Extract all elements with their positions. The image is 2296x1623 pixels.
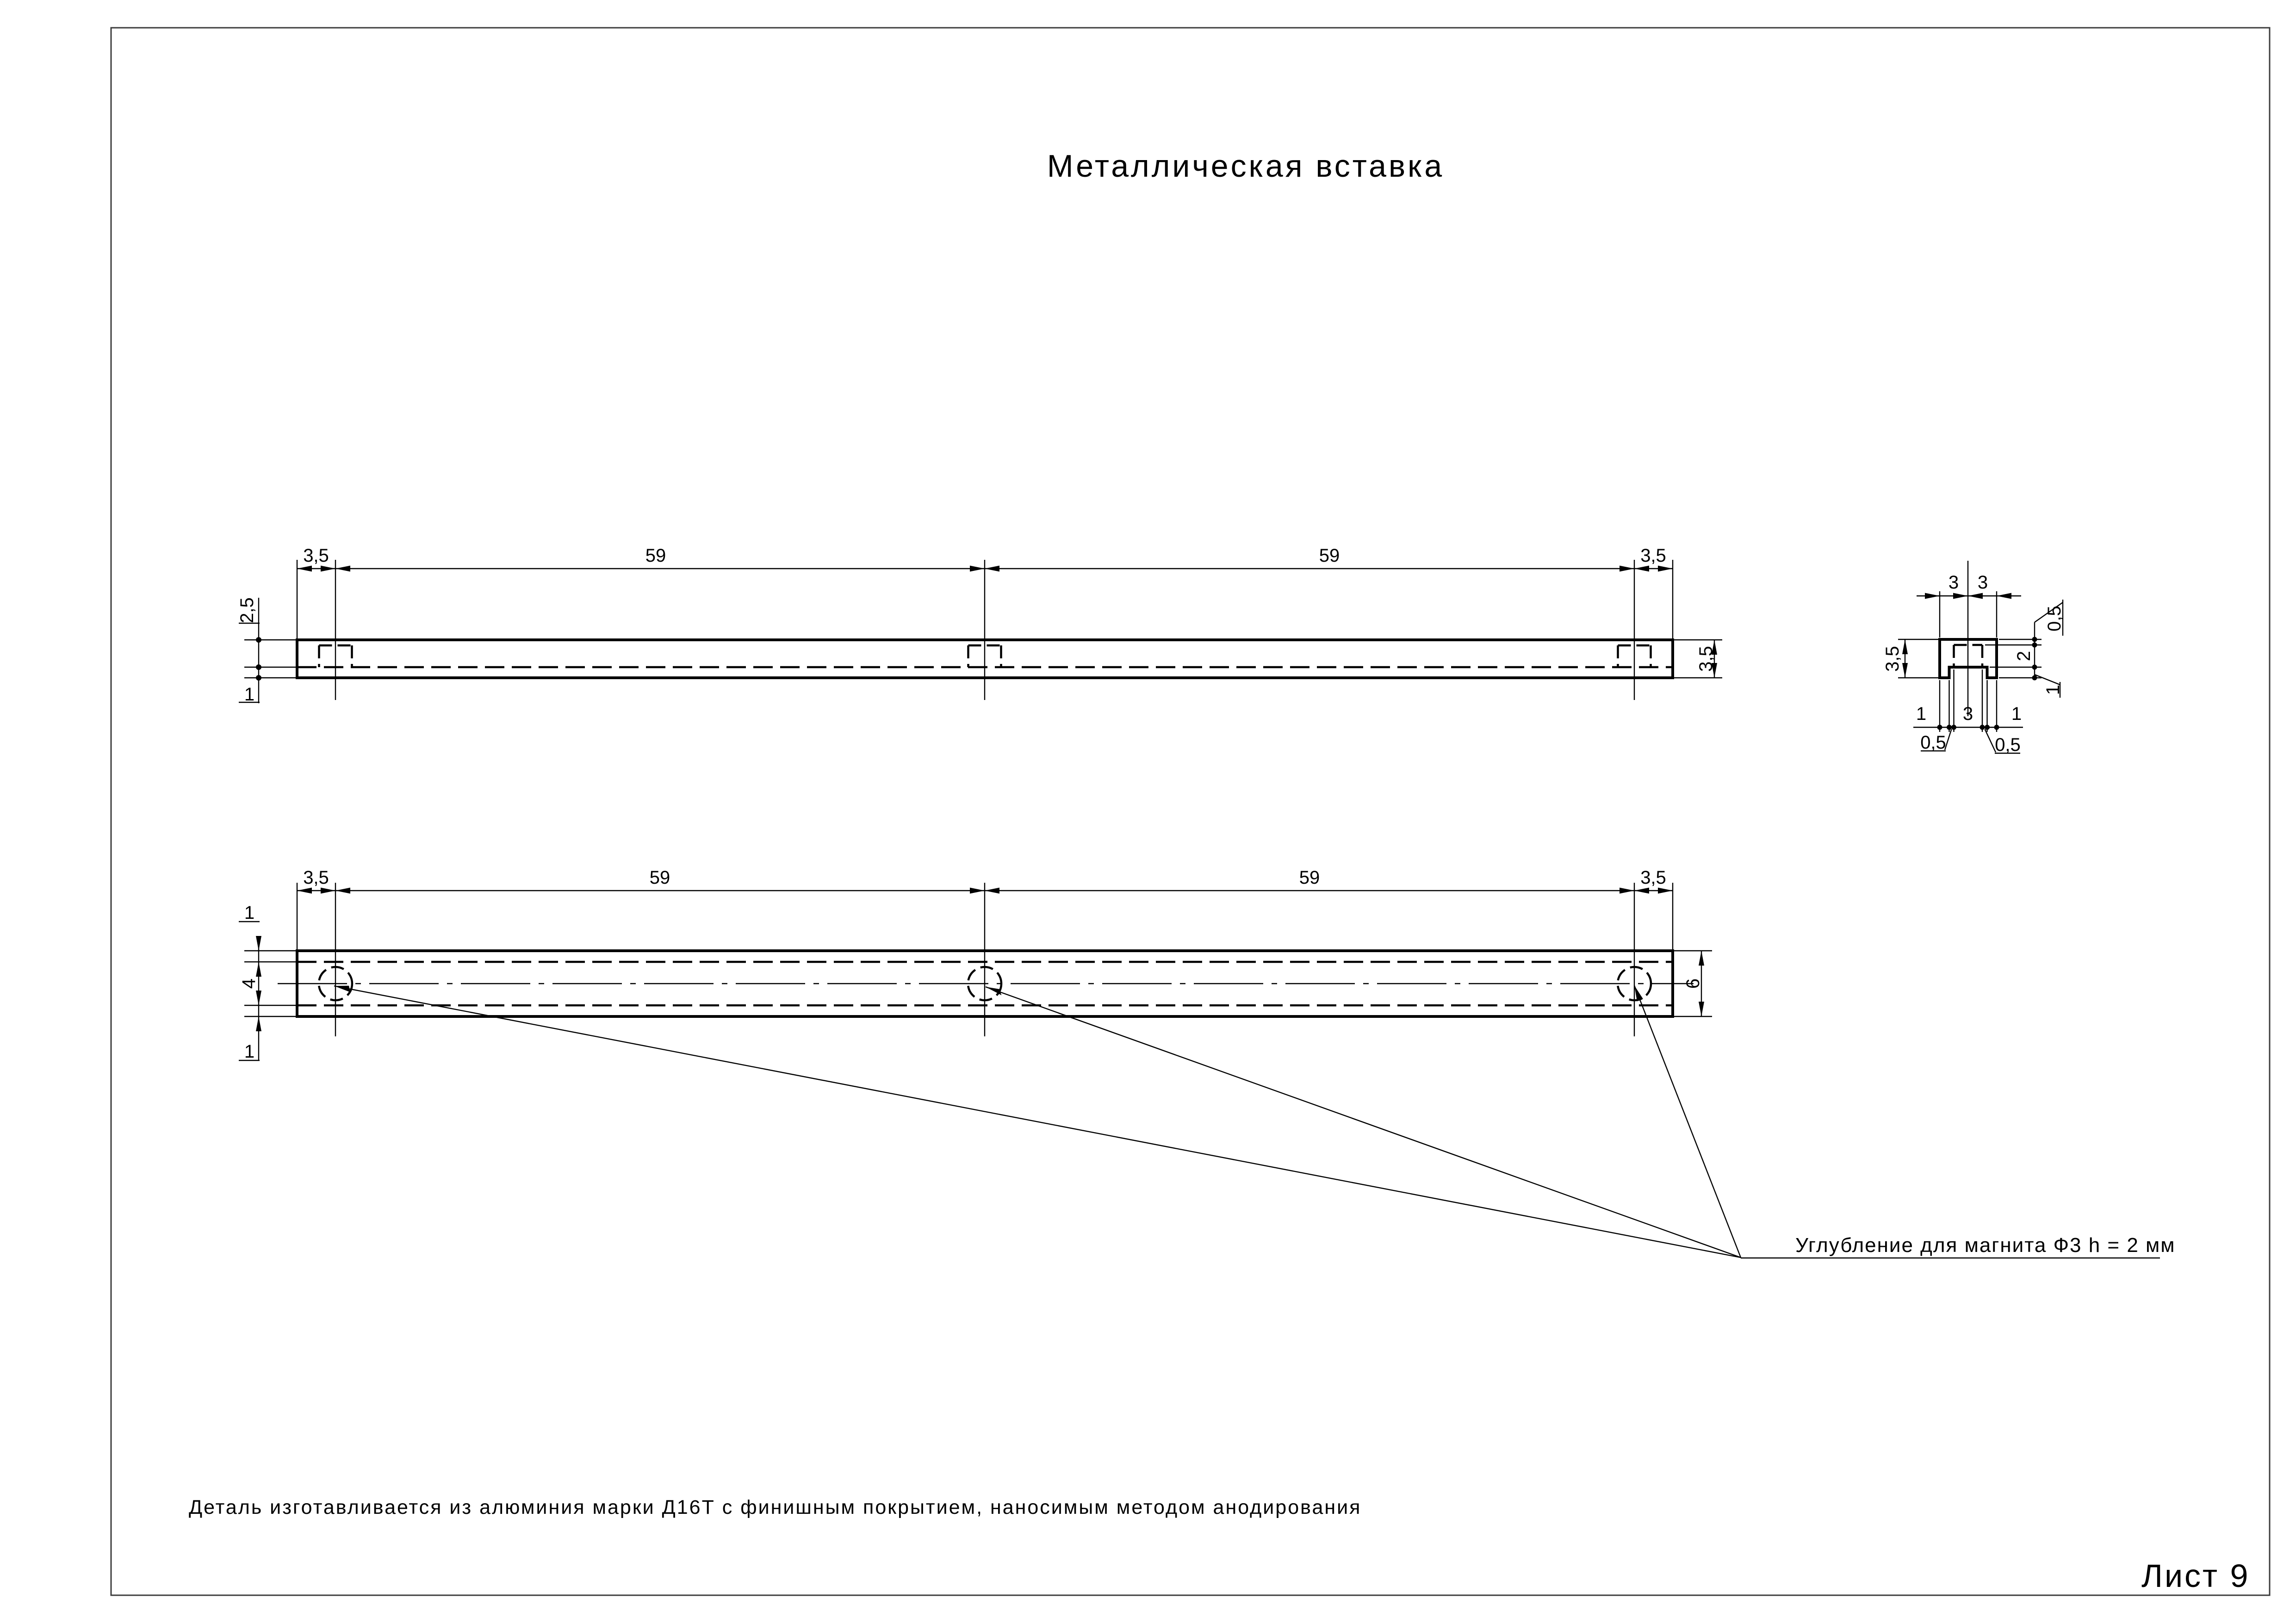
dim-label: 0,5 — [2044, 606, 2065, 632]
left-dimension-chain — [239, 903, 297, 1062]
dim-label: 3,5 — [1882, 646, 1903, 672]
dim-label: 4 — [239, 978, 259, 989]
dim-label: 3,5 — [303, 545, 329, 566]
section-view — [1882, 561, 2065, 755]
dim-label: 3,5 — [1640, 545, 1666, 566]
dim-label: 59 — [645, 545, 666, 566]
dim-label: 1 — [1916, 704, 1927, 724]
magnet-callout-leaders — [334, 985, 2160, 1258]
dim-label: 2 — [2014, 650, 2034, 662]
sheet-label: Лист 9 — [2141, 1558, 2250, 1594]
dim-label: 0,5 — [1995, 735, 2021, 755]
dim-label: 1 — [244, 1041, 255, 1062]
dim-label: 1 — [244, 903, 255, 923]
dim-label: 59 — [649, 867, 670, 888]
plan-view — [239, 867, 2176, 1258]
dim-label: 3,5 — [1696, 646, 1716, 672]
sheet-frame — [111, 28, 2270, 1595]
section-top-dims — [1917, 572, 2021, 638]
material-note: Деталь изготавливается из алюминия марки Д16Т с финишным покрытием, наносимым методом анодирования — [189, 1496, 1362, 1518]
dim-label: 3,5 — [1640, 867, 1666, 888]
dim-label: 59 — [1319, 545, 1340, 566]
page-title: Металлическая вставка — [1047, 149, 1445, 184]
height-dimension — [1673, 640, 1722, 678]
dim-label: 1 — [244, 684, 255, 705]
dim-label: 2,5 — [237, 597, 257, 623]
dim-label: 3 — [1948, 572, 1959, 593]
dim-label: 1 — [2011, 704, 2022, 724]
side-view — [237, 545, 1722, 705]
dim-label: 3 — [1962, 704, 1973, 724]
dim-label: 59 — [1299, 867, 1320, 888]
dim-label: 1 — [2043, 684, 2063, 695]
dim-label: 3 — [1977, 572, 1988, 593]
section-left-dim — [1882, 639, 1940, 678]
dim-label: 6 — [1683, 978, 1703, 989]
dim-label: 3,5 — [303, 867, 329, 888]
dim-label: 0,5 — [1920, 732, 1946, 753]
magnet-callout-label: Углубление для магнита Ф3 h = 2 мм — [1795, 1234, 2176, 1257]
left-dimension-chain — [237, 597, 297, 705]
